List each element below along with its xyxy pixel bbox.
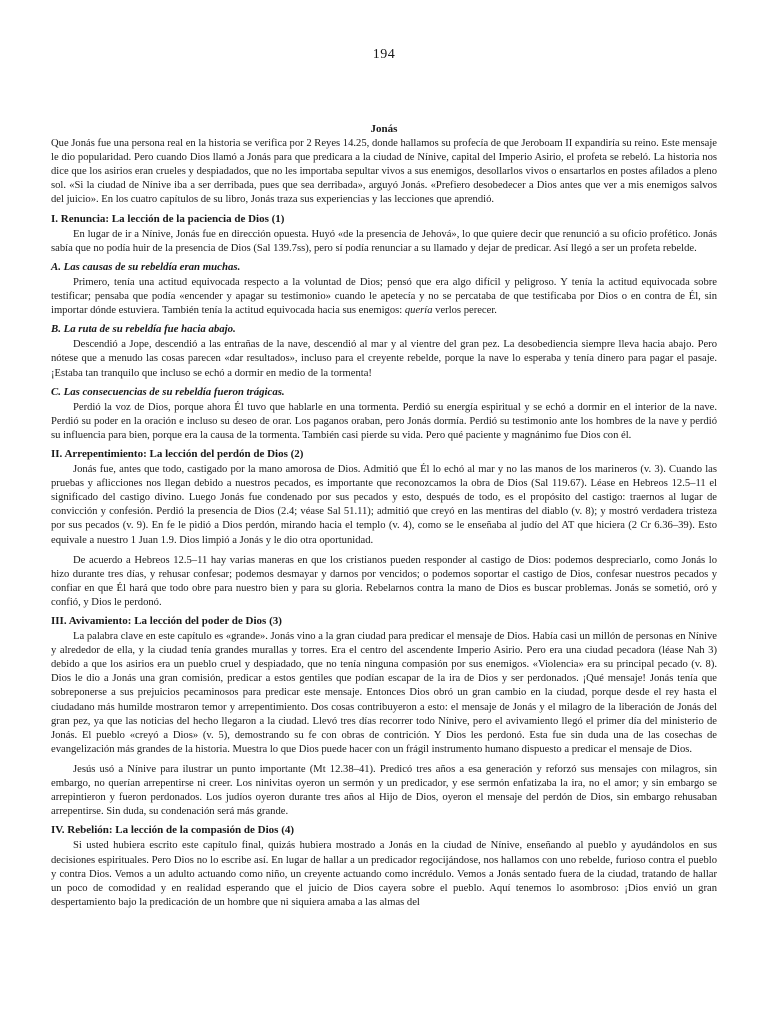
subsection-a-text-1: Primero, tenía una actitud equivocada respecto a la voluntad de Dios; pensó que era algo difícil y peligroso. Y tenía la actitud equivocada sobre testificar; pensaba que podía «encender y apagar su testimonio» cuando le apetecía y no se percataba de que testificaba por Dios o en contra de Él, sin importar dónde estuviera. También tenía la actitud equivocada hacia sus enemigos: <box>51 276 717 317</box>
subsection-a-emphasis: quería <box>404 305 433 317</box>
subsection-b-heading: B. La ruta de su rebeldía fue hacia abajo. <box>51 323 236 336</box>
subsection-c-heading: C. Las consecuencias de su rebeldía fueron trágicas. <box>51 385 285 398</box>
subsection-a-paragraph <box>51 276 717 318</box>
page-content <box>51 122 717 910</box>
section-4-heading: IV. Rebelión: La lección de la compasión de Dios (4) <box>51 824 295 837</box>
section-3-heading: III. Avivamiento: La lección del poder de Dios (3) <box>51 615 282 627</box>
section-1-heading: I. Renuncia: La lección de la paciencia de Dios (1) <box>51 212 285 225</box>
section-1-paragraph: En lugar de ir a Nínive, Jonás fue en dirección opuesta. Huyó «de la presencia de Jehová», lo que quiere decir que renunció a su oficio profético. Jonás sabía que no podía huir de la presencia de Dios (Sal 139.7ss), pero sí podía renunciar a su llamado y dejar de predicar. Así llegó a ser un profeta rebelde. <box>51 228 717 254</box>
section-2-heading: II. Arrepentimiento: La lección del perdón de Dios (2) <box>51 447 304 460</box>
section-3-paragraph-1: La palabra clave en este capítulo es «grande». Jonás vino a la gran ciudad para predicar el mensaje de Dios. Había casi un millón de personas en Nínive y alrededor de ella, y la ciudad tenía grandes murallas y torres. Era el centro del ascendente Imperio Asirio. Pero era una ciudad pecadora (léase Nah 3) debido a que los asirios era un pueblo cruel y despiadado, que no tenía ninguna compasión por sus enemigos. «Violencia» era su principal pecado (v. 8). Dios le dio a Jonás una gran comisión, predicar a estos gentiles que podían escapar de la ira de Dios y ser perdonados. ¡Qué mensaje! Jonás tenía que sobreponerse a sus prejuicios pecaminosos para predicar este mensaje. Entonces Dios obró un gran cambio en la ciudad, porque desde el rey hasta el ciudadano más humilde mostraron temor y arrepentimiento. Dos cosas contribuyeron a esto: el mensaje de Jonás y el milagro de la liberación de Jonás del gran pez, ya que las noticias del hecho llegaron a la ciudad. Llevó tres días recorrer todo Nínive, pero el avivamiento llegó el primer día del ministerio de Jonás. El pueblo «creyó a Dios» (v. 5), demostrando su fe con obras de contrición. Y Dios les perdonó. Esta fue sin duda una de las cosechas de evangelización más grandes de la historia. Muestra lo que Dios puede hacer con un frágil instrumento humano dispuesto a predicar el mensaje de Dios. <box>51 631 717 755</box>
intro-paragraph: Que Jonás fue una persona real en la historia se verifica por 2 Reyes 14.25, donde hallamos su profecía de que Jeroboam II expandiría su reino. Este mensaje le dio popularidad. Pero cuando Dios llamó a Jonás para que predicara a la ciudad de Nínive, capital del Imperio Asirio, el profeta se rebeló. La historia nos dice que los asirios eran crueles y despiadados, que no les importaba sepultar vivos a sus enemigos, desollarlos vivos o ensartarlos en postes afilados a pleno sol. «Si la ciudad de Nínive iba a ser derribada, pues que sea derribada», arguyó Jonás. «Prefiero desobedecer a Dios antes que ver a mis enemigos salvos del juicio». En los cuatro capítulos de su libro, Jonás traza sus experiencias y las lecciones que aprendió. <box>51 138 718 206</box>
section-4-paragraph-1: Si usted hubiera escrito este capítulo final, quizás hubiera mostrado a Jonás en la ciudad de Nínive, enseñando al pueblo y ayudándolos en sus decisiones espirituales. Pero Dios no lo escribe así. En lugar de hallar a un predicador regocijándose, nos hallamos con uno rebelde, furioso contra el pueblo y contra Dios. Vemos a un adulto actuando como niño, un creyente actuando como incrédulo. Vemos a Jonás sentado fuera de la ciudad, tratando de hallar un poco de comodidad y en realidad esperando que el juicio de Dios cayera sobre el pueblo. Aquí tenemos lo asombroso: ¡Dios envió un gran despertamiento bajo la predicación de un hombre que ni siquiera amaba a las almas del <box>51 840 717 908</box>
section-2-paragraph-2: De acuerdo a Hebreos 12.5–11 hay varias maneras en que los cristianos pueden responder al castigo de Dios: podemos despreciarlo, como Jonás lo hizo durante tres días, y rehusar confesar; podemos desmayar y darnos por vencidos; o podemos soportar el castigo de Dios, confesar nuestros pecados y confiar en que Él hará que todo obre para nuestro bien y para su gloria. Rebelarnos contra la mano de Dios es buscar problemas. Jonás se sometió, oró y confió, y Dios le perdonó. <box>51 554 717 608</box>
subsection-a-heading: A. Las causas de su rebeldía eran muchas. <box>51 260 241 273</box>
subsection-a-text-2: verlos perecer. <box>432 305 497 317</box>
section-3-paragraph-2: Jesús usó a Nínive para ilustrar un punto importante (Mt 12.38–41). Predicó tres años a esa generación y reforzó sus mensajes con milagros, sin embargo, no querían arrepentirse ni creer. Los ninivitas oyeron un sermón y un predicador, y ese sermón enfatizaba la ira, no el amor; y sin embargo se arrepintieron y fueron perdonados. Los judíos oyeron durante tres años al Hijo de Dios, oyeron el mensaje del perdón de Dios, sin embargo rehusaban arrepentirse. Sin duda, su condenación será más grande. <box>51 763 717 818</box>
chapter-title: Jonás <box>370 123 398 135</box>
subsection-b-paragraph: Descendió a Jope, descendió a las entrañas de la nave, descendió al mar y al vientre del gran pez. La desobediencia siempre lleva hacia abajo. Pero nótese que a menudo las cosas parecen «dar resultados», incluso para el creyente rebelde, porque la nave lo esperaba y tenía dinero para pagar el pasaje. ¡Estaba tan tranquilo que incluso se echó a dormir en medio de la tormenta! <box>51 339 717 379</box>
subsection-c-paragraph: Perdió la voz de Dios, porque ahora Él tuvo que hablarle en una tormenta. Perdió su energía espiritual y se echó a dormir en el interior de la nave. Perdió su poder en la oración e incluso su deseo de orar. Los paganos oraban, pero Jonás dormía. Perdió su testimonio ante los hombres de la nave y perdió su influencia para bien, porque era la causa de la tormenta. También casi pierde su vida. Pero qué paciente y magnánimo fue Dios con él. <box>51 401 717 441</box>
page-number: 194 <box>372 47 396 62</box>
section-2-paragraph-1: Jonás fue, antes que todo, castigado por la mano amorosa de Dios. Admitió que Él lo echó al mar y no las manos de los marineros (v. 3). Cuando las pruebas y aflicciones nos llegan debido a nuestros pecados, es importante que reconozcamos la obra de Dios (Sal 119.67). Léase en Hebreos 12.5–11 el significado del castigo divino. Luego Jonás fue condenado por sus pecados y esto, después de todo, es el propósito del castigo: traernos al lugar de convicción y confesión. Perdió la presencia de Dios (2.4; véase Sal 51.11); admitió que creyó en las mentiras del diablo (v. 8); y mostró verdadera tristeza por sus pecados (v. 9). En fe le pidió a Dios perdón, mirando hacia el templo (v. 4), como se le enseñaba al judío del AT que hiciera (2 Cr 6.36–39). Esto equivale a nuestro 1 Juan 1.9. Dios limpió a Jonás y le dio otra oportunidad. <box>51 464 717 546</box>
